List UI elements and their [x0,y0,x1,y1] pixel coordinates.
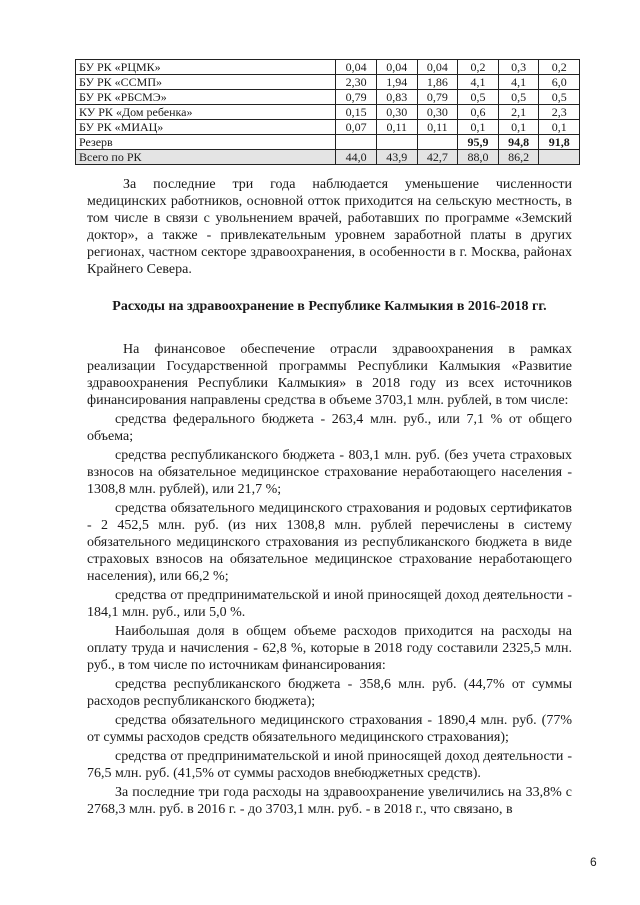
table-cell-value: 2,30 [336,75,377,90]
table-row [76,90,580,105]
table-cell-value: 0,04 [336,60,377,75]
table-cell-value: 0,11 [376,120,417,135]
table-cell-value: 0,3 [498,60,539,75]
table-cell-value: 43,9 [376,150,417,165]
table-cell-value: 0,07 [336,120,377,135]
table-cell-value: 0,1 [539,120,580,135]
table-cell-value: 0,15 [336,105,377,120]
staff-table [75,59,580,165]
table-cell-value [539,150,580,165]
table-cell-value: 4,1 [458,75,499,90]
table-cell-value: 0,79 [336,90,377,105]
table-cell-value: 88,0 [458,150,499,165]
table-cell-value: 0,2 [539,60,580,75]
table-row [76,120,580,135]
table-cell-name: КУ РК «Дом ребенка» [76,105,336,120]
table-cell-value: 2,3 [539,105,580,120]
table-cell-value: 91,8 [539,135,580,150]
paragraph-business-income: средства от предпринимательской и иной приносящей доход деятельности - 184,1 млн. руб., или 5,0 %. [87,588,572,620]
table-cell-value: 2,1 [498,105,539,120]
paragraph-republic-budget: средства республиканского бюджета - 803,1 млн. руб. (без учета страховых взносов на обязательное медицинское страхование неработающего населения - 1308,8 млн. рублей), или 21,7 %; [87,448,572,497]
table-row [76,75,580,90]
table-cell-value: 4,1 [498,75,539,90]
paragraph-federal-budget: средства федерального бюджета - 263,4 млн. руб., или 7,1 % от общего объема; [87,412,572,444]
table-cell-value: 0,30 [376,105,417,120]
table-cell-value: 0,30 [417,105,458,120]
paragraph-oms-funds: средства обязательного медицинского страхования и родовых сертификатов - 2 452,5 млн. руб. (из них 1308,8 млн. рублей перечислены в систему обязательного медицинского страхования из республиканского бюджета в виде страховых взносов на обязательное медицинское страхование неработающего населения), или 66,2 %; [87,501,572,584]
table-cell-value: 0,11 [417,120,458,135]
table-cell-value [336,135,377,150]
table-cell-name: БУ РК «МИАЦ» [76,120,336,135]
table-cell-value: 0,04 [376,60,417,75]
paragraph-salary-republic: средства республиканского бюджета - 358,6 млн. руб. (44,7% от суммы расходов республиканского бюджета); [87,677,572,709]
table-row [76,150,580,165]
table-cell-value: 0,83 [376,90,417,105]
table-cell-value: 0,2 [458,60,499,75]
table-cell-name: Всего по РК [76,150,336,165]
table-cell-name: БУ РК «РЦМК» [76,60,336,75]
table-cell-value: 1,86 [417,75,458,90]
table-cell-value: 0,1 [458,120,499,135]
table-cell-value: 0,1 [498,120,539,135]
paragraph-financing-intro: На финансовое обеспечение отрасли здравоохранения в рамках реализации Государственной программы Республики Калмыкия «Развитие здравоохранения Республики Калмыкия» в 2018 году из всех источников финансирования направлены средства в объеме 3703,1 млн. рублей, в том числе: [87,342,572,408]
page-number: 6 [590,855,597,869]
paragraph-salary-share: Наибольшая доля в общем объеме расходов приходится на расходы на оплату труда и начисления - 62,8 %, которые в 2018 году составили 2325,5 млн. руб., в том числе по источникам финансирования: [87,624,572,673]
table-row [76,135,580,150]
table-cell-value: 94,8 [498,135,539,150]
table-cell-value: 42,7 [417,150,458,165]
table-cell-value: 0,5 [458,90,499,105]
table-cell-value: 0,5 [498,90,539,105]
table-cell-value: 1,94 [376,75,417,90]
table-cell-value: 44,0 [336,150,377,165]
table-cell-value: 0,5 [539,90,580,105]
table-row [76,105,580,120]
document-body [87,176,572,818]
paragraph-expense-growth: За последние три года расходы на здравоохранение увеличились на 33,8% с 2768,3 млн. руб. в 2016 г. - до 3703,1 млн. руб. - в 2018 г., что связано, в [87,785,572,817]
table-row [76,60,580,75]
table-cell-value: 0,6 [458,105,499,120]
table-cell-value: 6,0 [539,75,580,90]
table-cell-name: БУ РК «ССМП» [76,75,336,90]
table-cell-name: Резерв [76,135,336,150]
table-cell-value: 95,9 [458,135,499,150]
paragraph-salary-business: средства от предпринимательской и иной приносящей доход деятельности - 76,5 млн. руб. (41,5% от суммы расходов внебюджетных средств). [87,749,572,781]
paragraph-staff-decline: За последние три года наблюдается уменьшение численности медицинских работников, основной отток приходится на сельскую местность, в том числе в связи с увольнением врачей, работавших по программе «Земский доктор», а также - привлекательным уровнем заработной платы в других регионах, частном секторе здравоохранения, в особенности в г. Москва, районах Крайнего Севера. [87,177,572,277]
table-cell-value: 86,2 [498,150,539,165]
section-heading: Расходы на здравоохранение в Республике Калмыкия в 2016-2018 гг. [112,299,547,314]
table-cell-value [376,135,417,150]
paragraph-salary-oms: средства обязательного медицинского страхования - 1890,4 млн. руб. (77% от суммы расходов средств обязательного медицинского страхования); [87,713,572,745]
table-cell-value: 0,79 [417,90,458,105]
table-cell-value: 0,04 [417,60,458,75]
staff-table-body [76,60,580,165]
table-cell-value [417,135,458,150]
table-cell-name: БУ РК «РБСМЭ» [76,90,336,105]
